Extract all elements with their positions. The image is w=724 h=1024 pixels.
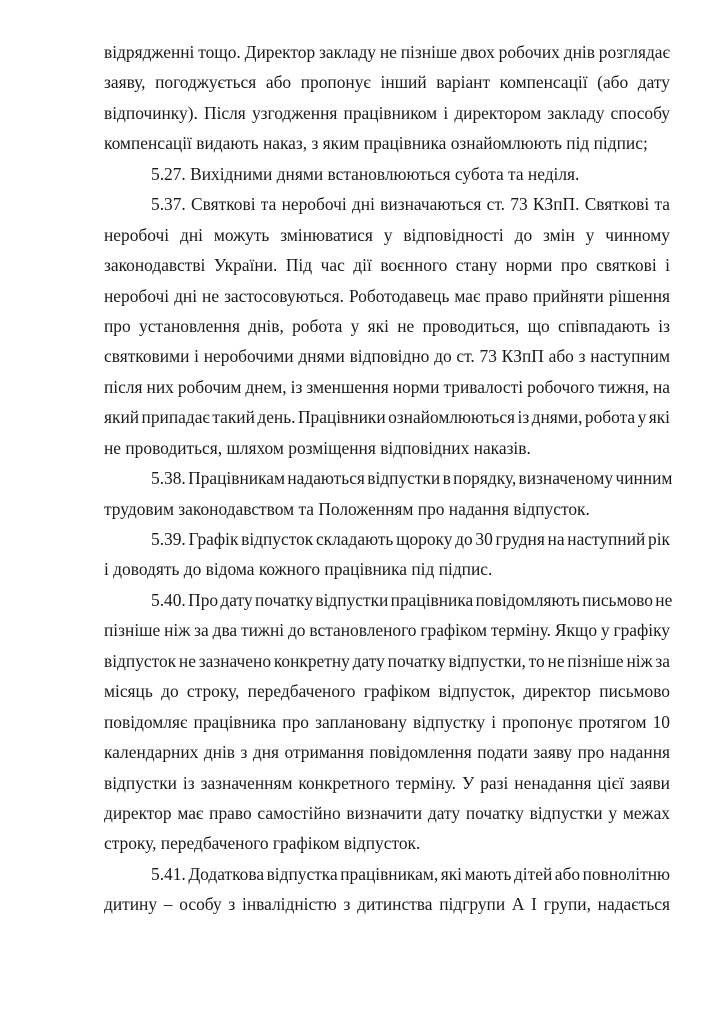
text-line: 5.27. Вихідними днями встановлюються субота та неділя. (151, 163, 580, 184)
text-line: про установлення днів, робота у які не проводиться, що співпадають із (104, 315, 670, 336)
text-line: строку, передбаченого графіком відпусток. (104, 833, 421, 854)
text-line: директор має право самостійно визначити дату початку відпустки у межах (104, 802, 670, 823)
text-line: повідомляє працівника про заплановану відпустку і пропонує протягом 10 (104, 711, 670, 732)
text-line: неробочі дні можуть змінюватися у відповідності до змін у чинному (104, 224, 670, 245)
text-line: відпусток не зазначено конкретну дату початку відпустки, то не пізніше ніж за (104, 650, 670, 671)
text-line: календарних днів з дня отримання повідомлення подати заяву про надання (104, 742, 670, 763)
text-line: який припадає такий день. Працівники ознайомлюються із днями, робота у які (104, 407, 670, 428)
paragraph-continuation (104, 37, 670, 159)
text-line: законодавстві України. Під час дії воєнного стану норми про святкові і (104, 255, 670, 276)
document-page (104, 37, 673, 920)
text-line: 5.40. Про дату початку відпустки працівника повідомляють письмово не (151, 589, 673, 610)
text-line: 5.38. Працівникам надаються відпустки в порядку, визначеному чинним (151, 468, 673, 489)
text-line: 5.41. Додаткова відпустка працівникам, які мають дітей або повнолітню (151, 863, 670, 884)
text-line: відпочинку). Після узгодження працівником і директором закладу способу (104, 102, 670, 123)
text-line: 5.39. Графік відпусток складають щороку до 30 грудня на наступний рік (151, 529, 670, 549)
text-line: заяву, погоджується або пропонує інший варіант компенсації (або дату (104, 72, 670, 93)
paragraph-5-39 (104, 524, 670, 585)
paragraph-5-41 (104, 859, 670, 920)
text-line: пізніше ніж за два тижні до встановленого графіком терміну. Якщо у графіку (104, 620, 670, 641)
paragraph-5-27 (104, 159, 670, 189)
text-line: трудовим законодавством та Положенням про надання відпусток. (104, 498, 590, 519)
text-line: неробочі дні не застосовуються. Роботодавець має право прийняти рішення (104, 285, 670, 306)
paragraph-5-37 (104, 189, 670, 463)
text-line: після них робочим днем, із зменшення норми тривалості робочого тижня, на (104, 376, 670, 397)
text-line: відпустки із зазначенням конкретного терміну. У разі ненадання цієї заяви (104, 772, 670, 793)
paragraph-5-38 (104, 463, 673, 524)
text-line: святковими і неробочими днями відповідно до ст. 73 КЗпП або з наступним (104, 346, 670, 367)
text-line: не проводиться, шляхом розміщення відповідних наказів. (104, 437, 531, 458)
text-line: дитину – особу з інвалідністю з дитинства підгрупи А І групи, надається (104, 894, 670, 915)
text-line: 5.37. Святкові та неробочі дні визначаються ст. 73 КЗпП. Святкові та (151, 194, 670, 215)
paragraph-5-40 (104, 585, 673, 859)
text-line: і доводять до відома кожного працівника під підпис. (104, 559, 493, 580)
text-line: відрядженні тощо. Директор закладу не пізніше двох робочих днів розглядає (104, 42, 670, 62)
text-line: місяць до строку, передбаченого графіком відпусток, директор письмово (104, 681, 670, 702)
text-line: компенсації видають наказ, з яким працівника ознайомлюють під підпис; (104, 133, 648, 154)
